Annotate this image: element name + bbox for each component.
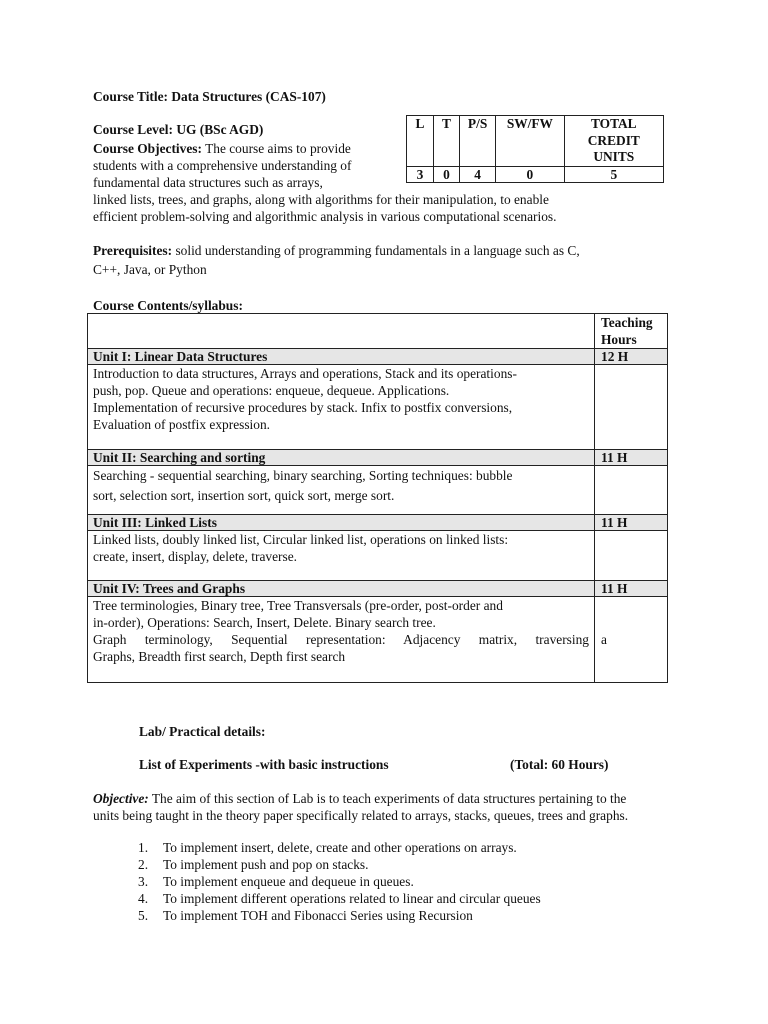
objectives-line-1: Course Objectives: The course aims to provide: [93, 141, 351, 156]
unit-3-content-row: [88, 531, 668, 581]
unit-2-title: Unit II: Searching and sorting: [88, 450, 595, 466]
unit-4-hours: 11 H: [595, 581, 668, 597]
credit-value-total: 5: [564, 166, 663, 182]
prerequisites-line-1: Prerequisites: solid understanding of programming fundamentals in a language such as C,: [93, 243, 580, 258]
unit-4-title-row: [88, 581, 668, 597]
unit-4-content: Tree terminologies, Binary tree, Tree Transversals (pre-order, post-order and in-order), Operations: Search, Insert, Delete. Binary search tree. Graph terminology, Sequential representation: Adjacency matrix, traversing Graphs, Breadth first search, Depth first search: [88, 597, 595, 683]
syllabus-header-row: [88, 314, 668, 349]
unit-4-title: Unit IV: Trees and Graphs: [88, 581, 595, 597]
credit-values-row: [407, 166, 664, 182]
unit-3-title: Unit III: Linked Lists: [88, 515, 595, 531]
unit-2-hours: 11 H: [595, 450, 668, 466]
syllabus-header-blank: [88, 314, 595, 349]
credit-value-ps: 4: [460, 166, 496, 182]
lab-objective-line-1: Objective: The aim of this section of Lab is to teach experiments of data structures pertaining to the: [93, 791, 627, 806]
unit-4-extra: a: [595, 597, 668, 683]
experiment-item: 3. To implement enqueue and dequeue in queues.: [138, 874, 414, 889]
credit-header-swfw: SW/FW: [496, 116, 564, 167]
credit-value-t: 0: [433, 166, 459, 182]
experiments-list: [138, 839, 541, 924]
unit-1-title-row: [88, 349, 668, 365]
credit-table: [406, 115, 664, 183]
lab-heading: Lab/ Practical details:: [139, 724, 266, 739]
unit-2-content: Searching - sequential searching, binary searching, Sorting techniques: bubble sort, selection sort, insertion sort, quick sort, merge sort.: [88, 466, 595, 515]
course-title: Course Title: Data Structures (CAS-107): [93, 89, 326, 104]
credit-header-l: L: [407, 116, 434, 167]
unit-2-content-row: [88, 466, 668, 515]
unit-3-hours: 11 H: [595, 515, 668, 531]
credit-header-row: [407, 116, 664, 167]
experiment-item: 4. To implement different operations related to linear and circular queues: [138, 891, 541, 906]
objectives-line-4: linked lists, trees, and graphs, along with algorithms for their manipulation, to enable: [93, 192, 549, 207]
objectives-line-2: students with a comprehensive understanding of: [93, 158, 352, 173]
objectives-line-3: fundamental data structures such as arrays,: [93, 175, 323, 190]
credit-header-t: T: [433, 116, 459, 167]
contents-heading: Course Contents/syllabus:: [93, 298, 243, 313]
syllabus-table: [87, 313, 668, 683]
unit-2-extra: [595, 466, 668, 515]
credit-value-l: 3: [407, 166, 434, 182]
lab-objective-line-2: units being taught in the theory paper specifically related to arrays, stacks, queues, trees and graphs.: [93, 808, 629, 823]
unit-3-extra: [595, 531, 668, 581]
objectives-line-5: efficient problem-solving and algorithmic analysis in various computational scenarios.: [93, 209, 557, 224]
credit-header-ps: P/S: [460, 116, 496, 167]
experiment-item: 1. To implement insert, delete, create and other operations on arrays.: [138, 840, 517, 855]
unit-1-title: Unit I: Linear Data Structures: [88, 349, 595, 365]
course-level: Course Level: UG (BSc AGD): [93, 122, 264, 137]
unit-4-content-row: [88, 597, 668, 683]
unit-1-extra: [595, 365, 668, 450]
unit-3-title-row: [88, 515, 668, 531]
unit-1-content-row: [88, 365, 668, 450]
experiment-item: 5. To implement TOH and Fibonacci Series using Recursion: [138, 908, 473, 923]
unit-1-content: Introduction to data structures, Arrays and operations, Stack and its operations- push, pop. Queue and operations: enqueue, dequeue. Applications. Implementation of recursive procedures by stack. Infix to postfix conversions, Evaluation of postfix expression.: [88, 365, 595, 450]
experiment-item: 2. To implement push and pop on stacks.: [138, 857, 369, 872]
experiments-heading: List of Experiments -with basic instructions: [139, 757, 389, 772]
unit-2-title-row: [88, 450, 668, 466]
credit-header-total: TOTAL CREDIT UNITS: [564, 116, 663, 167]
prerequisites-line-2: C++, Java, or Python: [93, 262, 207, 277]
credit-value-swfw: 0: [496, 166, 564, 182]
unit-3-content: Linked lists, doubly linked list, Circular linked list, operations on linked lists: create, insert, display, delete, traverse.: [88, 531, 595, 581]
unit-1-hours: 12 H: [595, 349, 668, 365]
experiments-total: (Total: 60 Hours): [510, 757, 609, 772]
teaching-hours-header: Teaching Hours: [595, 314, 668, 349]
